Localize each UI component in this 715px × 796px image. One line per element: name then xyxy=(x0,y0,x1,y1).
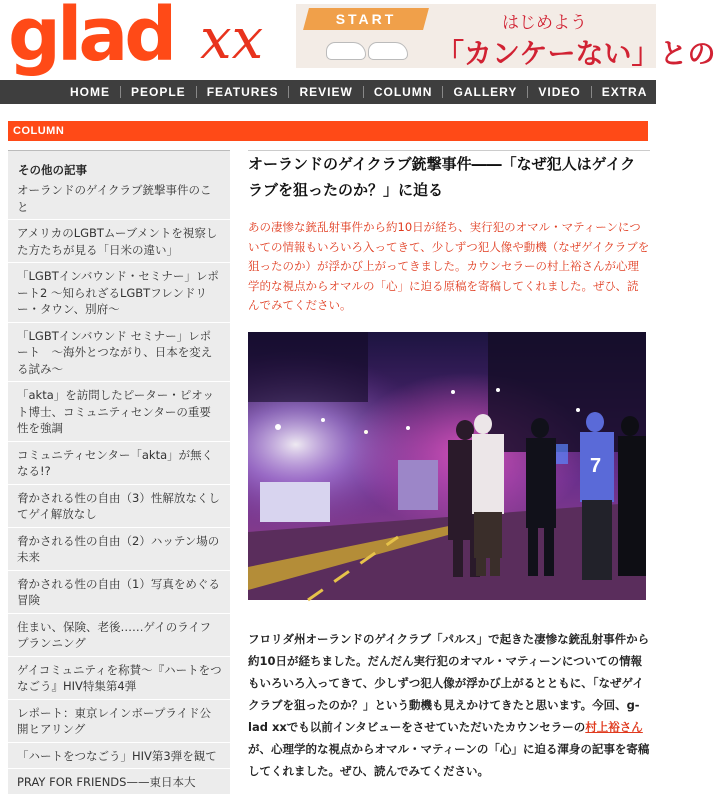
nav-features[interactable]: FEATURES xyxy=(206,85,279,99)
sidebar-article-link[interactable]: 脅かされる性の自由（3）性解放なくしてゲイ解放なし xyxy=(8,485,230,528)
banner-start-text: START xyxy=(335,11,397,27)
sidebar-article-link[interactable]: 「LGBTインバウンド セミナー」レポート 〜海外とつながり、日本を変える試み〜 xyxy=(8,323,230,383)
banner-subtext: はじめよう xyxy=(502,13,587,33)
nav-home[interactable]: HOME xyxy=(70,85,110,99)
nav-extra[interactable]: EXTRA xyxy=(601,85,648,99)
banner-start-badge xyxy=(303,8,429,30)
sidebar-article-link[interactable]: 「LGBTインバウンド・セミナー」レポート2 〜知られざるLGBTフレンドリー・タウン、別府〜 xyxy=(8,263,230,323)
nav-video[interactable]: VIDEO xyxy=(538,85,581,99)
article-photo xyxy=(248,332,646,600)
sidebar xyxy=(8,150,230,794)
nav-people[interactable]: PEOPLE xyxy=(131,85,186,99)
sidebar-article-link[interactable]: PRAY FOR FRIENDS——東日本大 xyxy=(8,769,230,796)
sidebar-article-link[interactable]: オーランドのゲイクラブ銃撃事件のこと xyxy=(8,177,230,220)
sidebar-article-link[interactable]: 「ハートをつなごう」HIV第3弾を観て xyxy=(8,743,230,770)
sidebar-article-link[interactable]: アメリカのLGBTムーブメントを視察した方たちが見る「日米の違い」 xyxy=(8,220,230,263)
ad-banner[interactable] xyxy=(296,4,715,70)
nav-gallery[interactable]: GALLERY xyxy=(453,85,518,99)
sidebar-article-link[interactable]: 住まい、保険、老後……ゲイのライフプランニング xyxy=(8,614,230,657)
author-link[interactable]: 村上裕さん xyxy=(585,720,643,734)
nav-column[interactable]: COLUMN xyxy=(373,85,433,99)
section-label: COLUMN xyxy=(8,121,648,141)
article-body: フロリダ州オーランドのゲイクラブ「パルス」で起きた凄惨な銃乱射事件から約10日が経ちました。だんだん実行犯のオマル・マティーンについての情報もいろいろ入ってきて、少しずつ犯人像が浮かび上がるとともに、「なぜゲイクラブを狙ったのか？」という動機も見えかけてきたと思います。今回、g-lad xxでも以前インタビューをさせていただいたカウンセラーの村上裕さんが、心理学的な視点からオマル・マティーンの「心」に迫る渾身の記事を寄稿してくれました。ぜひ、読んでみてください。 xyxy=(248,632,650,778)
sidebar-article-link[interactable]: 脅かされる性の自由（1）写真をめぐる冒険 xyxy=(8,571,230,614)
main-nav xyxy=(0,80,656,104)
sidebar-article-link[interactable]: コミュニティセンター「akta」が無くなる!? xyxy=(8,442,230,485)
logo-suffix: xx xyxy=(200,7,264,72)
sneakers-image xyxy=(326,36,412,64)
banner-main-text: 「カンケーない」との xyxy=(436,37,715,70)
sidebar-article-link[interactable]: 脅かされる性の自由（2）ハッテン場の未来 xyxy=(8,528,230,571)
sidebar-article-link[interactable]: ゲイコミュニティを称賛〜『ハートをつなごう』HIV特集第4弾 xyxy=(8,657,230,700)
nav-review[interactable]: REVIEW xyxy=(299,85,353,99)
site-header xyxy=(0,0,715,80)
logo-main: glad xyxy=(8,0,174,78)
sidebar-article-link[interactable]: 「akta」を訪問したピーター・ピオット博士、コミュニティセンターの重要性を強調 xyxy=(8,382,230,442)
sidebar-article-link[interactable]: レポート：東京レインボープライド公開ヒアリング xyxy=(8,700,230,743)
site-logo[interactable] xyxy=(8,0,288,80)
article-title: オーランドのゲイクラブ銃撃事件――「なぜ犯人はゲイクラブを狙ったのか？」に迫る xyxy=(248,150,650,203)
jersey-number: 7 xyxy=(590,455,602,477)
sidebar-heading: その他の記事 xyxy=(18,163,87,177)
article-lead: あの凄惨な銃乱射事件から約10日が経ち、実行犯のオマル・マティーンについての情報もいろいろ入ってきて、少しずつ犯人像や動機（なぜゲイクラブを狙ったのか）が浮かび上がってきました。カウンセラーの村上裕さんが心理学的な視点からオマルの「心」に迫る原稿を寄稿してくれました。ぜひ、読んでみてください。 xyxy=(248,220,650,312)
